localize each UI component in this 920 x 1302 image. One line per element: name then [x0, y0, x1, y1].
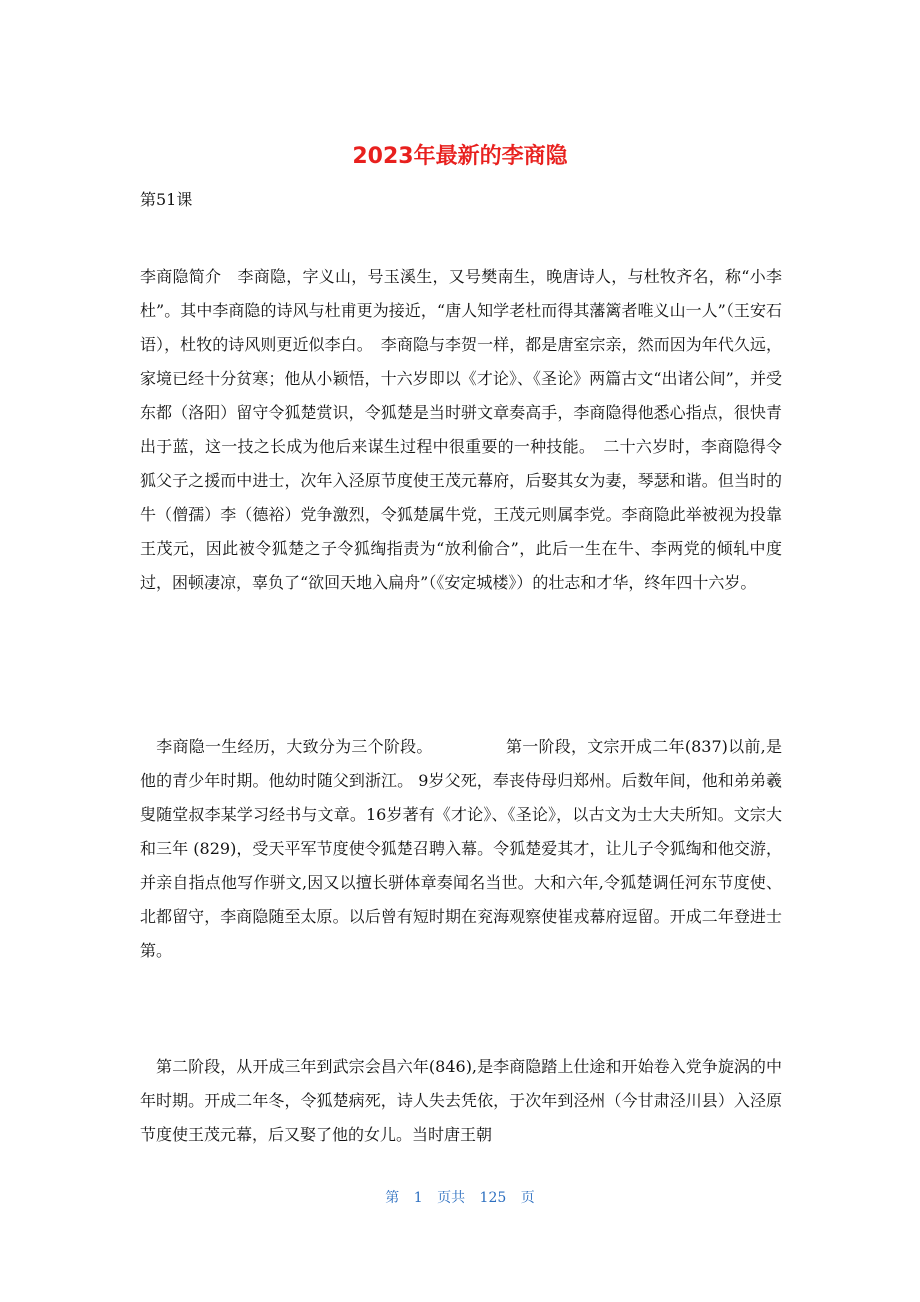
footer-prefix: 第 — [385, 1190, 400, 1206]
paragraph-stage-one: 李商隐一生经历，大致分为三个阶段。 第一阶段，文宗开成二年(837)以前,是他的青少年时期。他幼时随父到浙江。 9岁父死，奉丧侍母归郑州。后数年间，他和弟弟羲叟随堂叔李某学习经书与文章。16岁著有《才论》、《圣论》，以古文为士大夫所知。文宗大和三年 (829)，受天平军节度使令狐楚召聘入幕。令狐楚爱其才，让儿子令狐绹和他交游，并亲自指点他写作骈文,因又以擅长骈体章奏闻名当世。大和六年,令狐楚调任河东节度使、北都留守，李商隐随至太原。以后曾有短时期在兖海观察使崔戎幕府逗留。开成二年登进士第。 — [140, 737, 782, 960]
footer-mid: 页共 — [437, 1190, 466, 1206]
page-footer — [0, 1188, 920, 1208]
paragraph-intro: 李商隐简介 李商隐，字义山，号玉溪生，又号樊南生，晚唐诗人，与杜牧齐名，称“小李杜”。其中李商隐的诗风与杜甫更为接近，“唐人知学老杜而得其藩篱者唯义山一人”（王安石语），杜牧的诗风则更近似李白。 李商隐与李贺一样，都是唐室宗亲，然而因为年代久远，家境已经十分贫寒；他从小颖悟，十六岁即以《才论》、《圣论》两篇古文“出诸公间”，并受东都（洛阳）留守令狐楚赏识，令狐楚是当时骈文章奏高手，李商隐得他悉心指点，很快青出于蓝，这一技之长成为他后来谋生过程中很重要的一种技能。 二十六岁时，李商隐得令狐父子之援而中进士，次年入泾原节度使王茂元幕府，后娶其女为妻，琴瑟和谐。但当时的牛（僧孺）李（德裕）党争激烈，令狐楚属牛党，王茂元则属李党。李商隐此举被视为投靠王茂元，因此被令狐楚之子令狐绹指责为“放利偷合”，此后一生在牛、李两党的倾轧中度过，困顿凄凉，辜负了“欲回天地入扁舟”（《安定城楼》）的壮志和才华，终年四十六岁。 — [140, 267, 782, 592]
footer-suffix: 页 — [520, 1190, 535, 1206]
footer-page-number: 1 — [413, 1190, 423, 1206]
footer-total-pages: 125 — [479, 1190, 507, 1206]
lesson-heading: 第51课 — [140, 190, 193, 209]
page-title: 2023年最新的李商隐 — [352, 144, 568, 169]
paragraph-stage-two: 第二阶段，从开成三年到武宗会昌六年(846),是李商隐踏上仕途和开始卷入党争旋涡的中年时期。开成二年冬，令狐楚病死，诗人失去凭依，于次年到泾州（今甘肃泾川县）入泾原节度使王茂元幕，后又娶了他的女儿。当时唐王朝 — [140, 1057, 782, 1144]
